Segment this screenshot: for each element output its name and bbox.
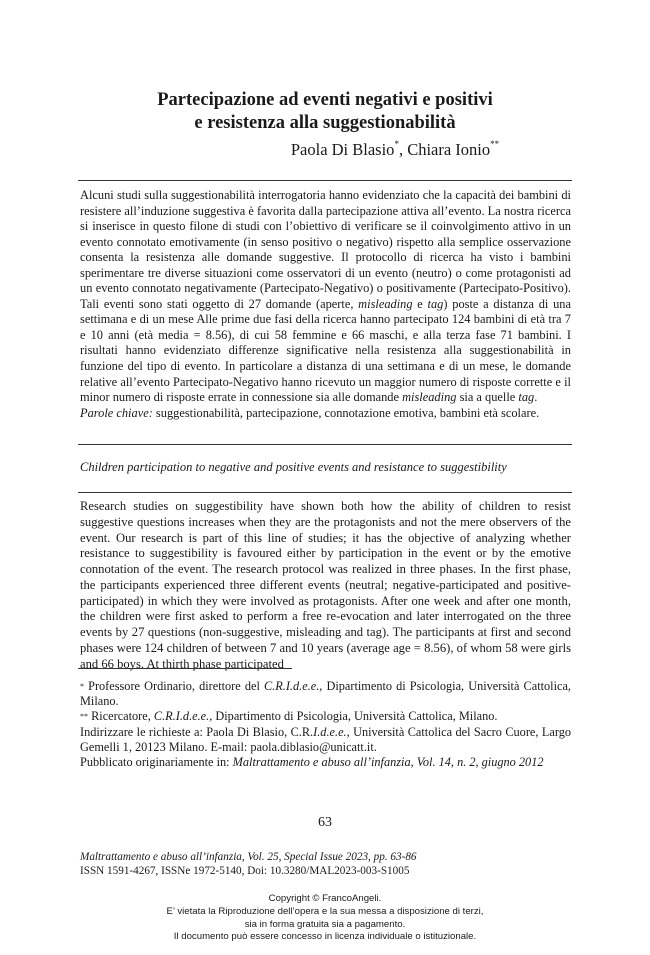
footnote-1-org: C.R.I.d.e.e.	[263, 679, 320, 693]
abstract-italian-text	[80, 188, 571, 406]
abstract-english: Research studies on suggestibility have shown both how the ability of children to resist suggestive questions increases when they are the protagonists and not the mere observers of the event. Our research is part of this line of studies; it has the objective of analyzing whether resistance to suggestibility is favoured either by participation in the event or by the emotive connotation of the event. The research protocol was realized in three phases. In the first phase, the participants experienced three different events (neutral; negative-participated and positive-participated) in which they were involved as protagonists. After one week and after one month, the children were first asked to perform a free re-evocation and later interrogated on the three events by 27 questions (non-suggestive, misleading and tag). The participants at first and second phases were 124 children of between 7 and 10 years (average age = 8.56), of whom 58 were girls and 66 boys. At thirth phase participated	[80, 499, 571, 671]
author-1-footnote-mark: *	[394, 139, 399, 149]
footnote-2-org: C.R.I.d.e.e.	[153, 709, 210, 724]
abstract-it-term-4: tag	[518, 390, 535, 405]
divider-middle	[78, 444, 572, 445]
footnote-1-text-a: Professore Ordinario, direttore del	[84, 679, 264, 693]
copyright-line-3: sia in forma gratuita sia a pagamento.	[244, 918, 406, 930]
correspondence-text-b: , Università Cattolica del Sacro Cuore, Largo Gemelli 1, 20123 Milano. E-mail: paola.diblasio@unicatt.it.	[80, 724, 571, 754]
abstract-italian	[80, 188, 571, 421]
divider-top	[78, 180, 572, 181]
abstract-it-part-5: .	[534, 390, 538, 405]
journal-info	[80, 850, 571, 878]
title-line-1: Partecipazione ad eventi negativi e positivi	[157, 90, 493, 110]
keywords-label: Parole chiave:	[80, 405, 153, 420]
author-2-footnote-mark: **	[490, 139, 500, 149]
abstract-it-part-3: ) poste a distanza di una settimana e di un mese Alle prime due fasi della ricerca hanno partecipato 124 bambini di età tra 7 e 10 anni (età media = 8.56), di cui 58 femmine e 66 maschi, e alla terza fase 71 bambini. I risultati hanno evidenziato differenze significative nella resistenza alla suggestionabilità in funzione del tipo di evento. In particolare a distanza di una settimana e di un mese, le domande relative all’evento Partecipato-Negativo hanno ricevuto un maggior numero di risposte corrette e il minor numero di risposte errate in connessione sia alle domande	[80, 296, 571, 405]
footnote-1-mark: *	[80, 682, 84, 691]
abstract-it-term-1: misleading	[358, 296, 413, 311]
author-2: Chiara Ionio	[407, 140, 491, 159]
correspondence-text-a: Indirizzare le richieste a: Paola Di Blasio, C.R.	[80, 724, 314, 739]
title-line-2: e resistenza alla suggestionabilità	[194, 113, 456, 133]
keywords-list: suggestionabilità, partecipazione, connotazione emotiva, bambini età scolare.	[152, 405, 540, 420]
copyright-line-4: Il documento può essere concesso in licenza individuale o istituzionale.	[173, 931, 477, 943]
abstract-it-part-2: e	[412, 296, 428, 311]
footnote-1-text-b: , Dipartimento di Psicologia, Università Cattolica, Milano.	[80, 679, 571, 709]
original-publication-source: Maltrattamento e abuso all’infanzia, Vol. 14, n. 2, giugno 2012	[232, 755, 544, 770]
author-separator: ,	[398, 140, 408, 159]
authors	[70, 140, 650, 160]
footnotes	[80, 679, 571, 770]
journal-citation: Maltrattamento e abuso all’infanzia, Vol. 25, Special Issue 2023, pp. 63-86	[80, 851, 417, 863]
footnote-2	[80, 709, 571, 724]
author-1: Paola Di Blasio	[290, 140, 395, 159]
footnote-divider	[78, 668, 292, 669]
footnote-2-text-b: , Dipartimento di Psicologia, Università Cattolica, Milano.	[209, 709, 498, 724]
abstract-it-term-2: tag	[427, 296, 444, 311]
journal-issn-doi: ISSN 1591-4267, ISSNe 1972-5140, Doi: 10.3280/MAL2023-003-S1005	[80, 865, 410, 877]
original-publication-label: Pubblicato originariamente in:	[80, 755, 233, 770]
abstract-it-part-1: Alcuni studi sulla suggestionabilità interrogatoria hanno evidenziato che la capacità dei bambini di resistere all’induzione suggestiva è favorita dalla partecipazione attiva all’evento. La nostra ricerca si inserisce in questo filone di studi con l’obiettivo di verificare se il coinvolgimento attivo in un evento connotato emotivamente (in senso positivo o negativo) rispetto alla semplice osservazione consenta la resistenza alle domande suggestive. Il protocollo di ricerca ha visto i bambini sperimentare tre diverse situazioni come osservatori di un evento (neutro) o come protagonisti ad un evento connotato negativamente (Partecipato-Negativo) o positivamente (Partecipato-Positivo). Tali eventi sono stati oggetto di 27 domande (aperte,	[80, 188, 571, 311]
original-publication	[80, 755, 571, 770]
abstract-it-part-4: sia a quelle	[456, 390, 519, 405]
copyright-line-2: E’ vietata la Riproduzione dell’opera e la sua messa a disposizione di terzi,	[166, 905, 484, 917]
correspondence	[80, 725, 571, 755]
divider-english	[78, 492, 572, 493]
keywords	[80, 406, 571, 422]
abstract-it-term-3: misleading	[402, 390, 457, 405]
page-number: 63	[318, 815, 332, 830]
footnote-1	[80, 679, 571, 709]
article-title	[0, 89, 650, 135]
copyright-line-1: Copyright © FrancoAngeli.	[268, 893, 382, 904]
footnote-2-mark: **	[80, 712, 88, 722]
footnote-2-text-a: Ricercatore,	[88, 709, 154, 724]
copyright-notice	[0, 893, 650, 944]
english-title: Children participation to negative and positive events and resistance to suggestibility	[80, 460, 507, 474]
correspondence-org: I.d.e.e.	[313, 724, 347, 739]
